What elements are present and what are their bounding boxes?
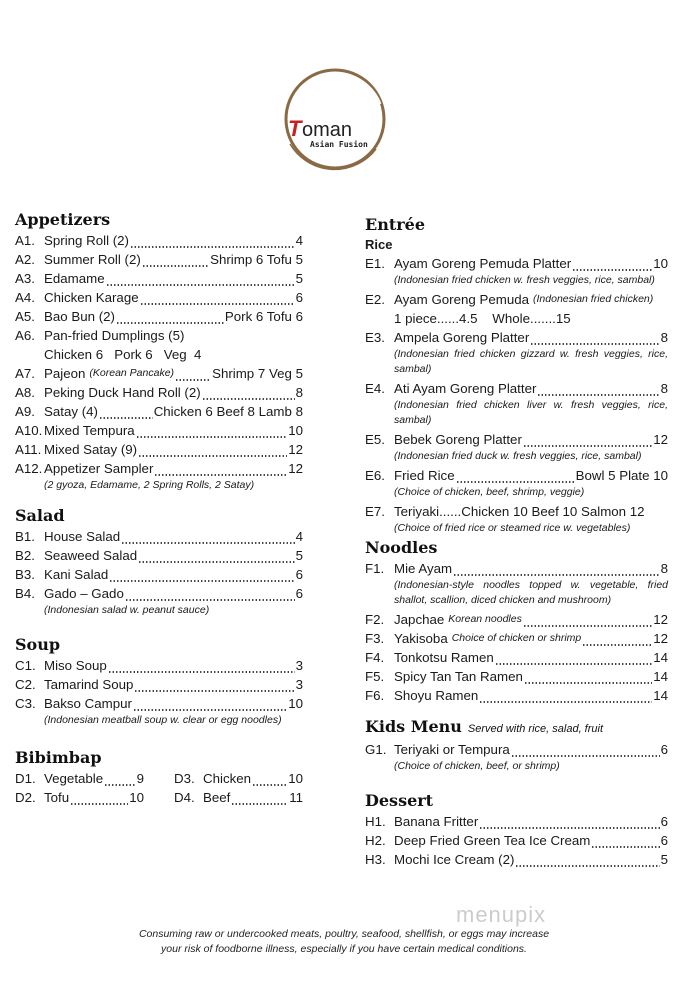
item-name: Appetizer Sampler (44, 461, 154, 476)
item-price: 10 (288, 771, 303, 786)
menu-item (15, 546, 303, 565)
menu-section (365, 537, 668, 705)
menu-item (15, 656, 303, 675)
menu-item-row (15, 788, 144, 807)
dot-leader (252, 769, 287, 788)
menu-item-row (15, 459, 303, 478)
item-description: (Indonesian fried duck w. fresh veggies, rice, sambal) (394, 450, 642, 462)
menu-item-row (15, 769, 144, 788)
dot-leader (175, 364, 211, 383)
dot-leader (138, 546, 294, 565)
item-note: (Indonesian fried chicken) (533, 293, 654, 305)
item-code: E4. (365, 381, 385, 396)
item-name: Chicken (203, 771, 252, 786)
item-name: Mie Ayam (394, 561, 453, 576)
menu-item-row (15, 546, 303, 565)
item-code: E5. (365, 432, 385, 447)
menu-item (15, 459, 303, 493)
item-name: Fried Rice (394, 468, 455, 483)
item-description: (Indonesian fried chicken liver w. fresh veggies, rice, sambal) (394, 399, 668, 426)
item-price: 5 (295, 271, 303, 286)
menu-item (365, 379, 668, 428)
item-code: F6. (365, 688, 385, 703)
item-name: Bao Bun (2) (44, 309, 115, 324)
item-code: A11. (15, 442, 42, 457)
item-code: F2. (365, 612, 385, 627)
item-description: (Choice of fried rice or steamed rice w. vegetables) (394, 522, 631, 534)
menu-item (15, 250, 303, 269)
item-code: A4. (15, 290, 35, 305)
menu-item-row (365, 629, 668, 648)
menu-item-row (15, 527, 303, 546)
dot-leader (136, 421, 288, 440)
menu-item (15, 402, 303, 421)
item-price: 6 (295, 290, 303, 305)
dot-leader (530, 328, 659, 347)
item-code: E7. (365, 504, 385, 519)
menu-item-row (15, 288, 303, 307)
menu-item-row (15, 326, 303, 345)
menu-item (15, 565, 303, 584)
item-price: Shrimp 6 Tofu 5 (210, 252, 303, 267)
dot-leader (134, 675, 294, 694)
menu-item-row (15, 675, 303, 694)
item-description: (Indonesian-style noodles topped w. vegetable, fried shallot, scallion, diced chicken and mushroom) (394, 579, 668, 606)
section-heading (365, 790, 668, 812)
menu-item-row (15, 584, 303, 603)
item-price: 8 (660, 381, 668, 396)
item-options: 1 piece......4.5 Whole.......15 (394, 311, 571, 326)
dot-leader (154, 459, 287, 478)
menu-item (365, 850, 668, 869)
logo-name: oman (302, 119, 353, 141)
menu-item (365, 667, 668, 686)
item-description: (Indonesian salad w. peanut sauce) (44, 604, 210, 616)
item-name: Seaweed Salad (44, 548, 138, 563)
section-title: Noodles (365, 538, 438, 557)
item-note: Choice of chicken or shrimp (451, 632, 582, 644)
item-code: B1. (15, 529, 35, 544)
menu-section (15, 209, 303, 495)
menu-item-row (365, 466, 668, 485)
menu-section (365, 790, 668, 869)
item-code: B3. (15, 567, 35, 582)
item-code: D1. (15, 771, 36, 786)
item-name: Teriyaki......Chicken 10 Beef 10 Salmon 12 (394, 504, 645, 519)
item-price: Pork 6 Tofu 6 (224, 309, 303, 324)
item-name: Satay (4) (44, 404, 98, 419)
item-code: H2. (365, 833, 386, 848)
dot-leader (116, 307, 224, 326)
item-description: (Choice of chicken, beef, shrimp, veggie) (394, 486, 585, 498)
item-name: Tofu (44, 790, 70, 805)
item-name: Summer Roll (2) (44, 252, 141, 267)
menu-item (15, 383, 303, 402)
section-title: Salad (15, 506, 65, 525)
item-code: B2. (15, 548, 35, 563)
section-heading (15, 747, 303, 769)
item-code: H3. (365, 852, 386, 867)
menu-item (15, 675, 303, 694)
dot-leader (523, 430, 652, 449)
section-title: Dessert (365, 791, 434, 810)
item-price: 6 (295, 586, 303, 601)
item-name: Kani Salad (44, 567, 109, 582)
item-code: F4. (365, 650, 385, 665)
menu-item (365, 629, 668, 648)
item-price: 10 (129, 790, 144, 805)
dot-leader (202, 383, 295, 402)
item-price: 6 (295, 567, 303, 582)
menu-item (365, 740, 668, 774)
dot-leader (142, 250, 209, 269)
menu-item-row (365, 610, 668, 629)
item-code: A9. (15, 404, 35, 419)
menu-item-row (15, 307, 303, 326)
item-price: 10 (288, 696, 303, 711)
section-subtitle: Rice (365, 237, 393, 252)
menu-item-row (15, 694, 303, 713)
item-price: 8 (660, 330, 668, 345)
menu-item-row (365, 559, 668, 578)
watermark: menupix (456, 902, 547, 927)
item-description: (2 gyoza, Edamame, 2 Spring Rolls, 2 Satay) (44, 479, 255, 491)
item-name: Shoyu Ramen (394, 688, 479, 703)
menu-item-row (365, 502, 668, 521)
item-name: Mixed Satay (9) (44, 442, 138, 457)
item-code: E3. (365, 330, 385, 345)
item-name: Yakisoba (394, 631, 448, 646)
menu-item (365, 254, 668, 288)
item-price: 6 (660, 742, 668, 757)
item-name: Edamame (44, 271, 105, 286)
menu-item (365, 610, 668, 629)
item-price: 8 (295, 385, 303, 400)
item-code: G1. (365, 742, 387, 757)
dot-leader (125, 584, 295, 603)
dot-leader (582, 629, 652, 648)
menu-section (365, 716, 668, 776)
menu-item-row (365, 254, 668, 273)
section-title: Kids Menu (365, 717, 462, 736)
menu-item (174, 788, 303, 807)
item-name: Ampela Goreng Platter (394, 330, 530, 345)
dot-leader (456, 466, 575, 485)
item-options: Chicken 6 Pork 6 Veg 4 (44, 347, 202, 362)
item-code: A3. (15, 271, 35, 286)
menu-section (15, 747, 303, 807)
menu-item-row (365, 812, 668, 831)
dot-leader (104, 769, 135, 788)
section-note: Served with rice, salad, fruit (467, 723, 604, 735)
item-price: Bowl 5 Plate 10 (575, 468, 668, 483)
menu-item (15, 231, 303, 250)
menu-item-row (15, 440, 303, 459)
item-code: C1. (15, 658, 36, 673)
item-price: 12 (288, 461, 303, 476)
right-column (365, 0, 668, 880)
item-description: (Indonesian fried chicken gizzard w. fresh veggies, rice, sambal) (394, 348, 668, 375)
menu-item-row (365, 850, 668, 869)
item-code: D3. (174, 771, 195, 786)
item-price: 14 (653, 688, 668, 703)
menu-item (365, 559, 668, 608)
item-price: 10 (288, 423, 303, 438)
item-price: 12 (653, 432, 668, 447)
item-description: (Indonesian fried chicken w. fresh veggies, rice, sambal) (394, 274, 655, 286)
menu-item-row (15, 421, 303, 440)
item-price: 14 (653, 669, 668, 684)
item-name: Pan-fried Dumplings (5) (44, 328, 185, 343)
item-code: A1. (15, 233, 35, 248)
menu-item (174, 769, 303, 788)
dot-leader (109, 565, 294, 584)
menu-item-row (365, 831, 668, 850)
menu-item-row (365, 667, 668, 686)
menu-item-row (365, 430, 668, 449)
section-heading (15, 634, 303, 656)
item-name: Spicy Tan Tan Ramen (394, 669, 523, 684)
menu-item-row (365, 740, 668, 759)
dot-leader (70, 788, 128, 807)
item-code: E1. (365, 256, 385, 271)
item-price: 5 (295, 548, 303, 563)
menu-section (15, 634, 303, 730)
item-note: Korean noodles (448, 613, 522, 625)
item-price: 5 (660, 852, 668, 867)
dot-leader (453, 559, 659, 578)
menu-item-row (365, 328, 668, 347)
item-price: Chicken 6 Beef 8 Lamb 8 (153, 404, 303, 419)
item-code: A12. (15, 461, 43, 476)
dot-leader (524, 667, 652, 686)
item-code: C2. (15, 677, 36, 692)
menu-item (365, 812, 668, 831)
item-code: D4. (174, 790, 195, 805)
menu-item-row (15, 231, 303, 250)
menu-item (15, 269, 303, 288)
menu-item-row (174, 769, 303, 788)
menu-item-row (15, 656, 303, 675)
item-code: C3. (15, 696, 36, 711)
item-name: Ati Ayam Goreng Platter (394, 381, 537, 396)
item-code: F3. (365, 631, 385, 646)
item-name: Chicken Karage (44, 290, 139, 305)
item-price: 12 (653, 631, 668, 646)
menu-item (15, 440, 303, 459)
dot-leader (99, 402, 153, 421)
dot-leader (515, 850, 659, 869)
item-code: B4. (15, 586, 35, 601)
dot-leader (108, 656, 295, 675)
item-price: 3 (295, 658, 303, 673)
item-code: E2. (365, 292, 385, 307)
item-code: F5. (365, 669, 385, 684)
dot-leader (138, 440, 287, 459)
menu-item (15, 307, 303, 326)
item-name: Mixed Tempura (44, 423, 135, 438)
menu-item-row (15, 383, 303, 402)
item-price: 6 (660, 814, 668, 829)
menu-item (15, 694, 303, 728)
item-name: Ayam Goreng Pemuda Platter (394, 256, 572, 271)
menu-item-row (15, 565, 303, 584)
menu-item (365, 831, 668, 850)
menu-item-row (365, 290, 668, 309)
item-price: 12 (288, 442, 303, 457)
menu-item (15, 788, 144, 807)
menu-item-row (15, 364, 303, 383)
dot-leader (495, 648, 652, 667)
item-price: 12 (653, 612, 668, 627)
menu-item (365, 466, 668, 500)
item-name: Beef (203, 790, 231, 805)
logo-tagline: Asian Fusion (310, 140, 368, 149)
item-code: A7. (15, 366, 35, 381)
item-name: Miso Soup (44, 658, 107, 673)
logo-initial: T (288, 116, 302, 141)
dot-leader (523, 610, 652, 629)
item-price: 3 (295, 677, 303, 692)
section-title: Bibimbap (15, 748, 102, 767)
item-price: 8 (660, 561, 668, 576)
dot-leader (121, 527, 294, 546)
dot-leader (572, 254, 652, 273)
item-code: A2. (15, 252, 35, 267)
dot-leader (479, 812, 659, 831)
menu-item (15, 326, 303, 364)
item-name: Bakso Campur (44, 696, 132, 711)
menu-item-row (15, 250, 303, 269)
item-code: A8. (15, 385, 35, 400)
dot-leader (140, 288, 295, 307)
menu-section (365, 214, 668, 538)
menu-item (365, 686, 668, 705)
item-price: 10 (653, 256, 668, 271)
item-name: Japchae (394, 612, 445, 627)
dot-leader (133, 694, 287, 713)
menu-item-row (15, 269, 303, 288)
dot-leader (591, 831, 659, 850)
section-heading (365, 537, 668, 559)
dot-leader (130, 231, 295, 250)
menu-item (15, 769, 144, 788)
left-column (15, 0, 303, 880)
item-name: Pajeon (44, 366, 86, 381)
menu-item (15, 584, 303, 618)
item-price: 11 (289, 790, 303, 805)
section-heading (365, 716, 668, 740)
item-code: A10. (15, 423, 43, 438)
item-code: F1. (365, 561, 385, 576)
section-title: Soup (15, 635, 61, 654)
menu-item-row (365, 648, 668, 667)
item-code: A5. (15, 309, 35, 324)
section-title: Appetizers (15, 210, 111, 229)
menu-item-row (365, 379, 668, 398)
menu-item-row (174, 788, 303, 807)
item-name: Teriyaki or Tempura (394, 742, 510, 757)
item-name: Peking Duck Hand Roll (2) (44, 385, 201, 400)
item-price: 4 (295, 233, 303, 248)
item-name: House Salad (44, 529, 121, 544)
item-name: Banana Fritter (394, 814, 479, 829)
item-name: Tonkotsu Ramen (394, 650, 494, 665)
disclaimer (0, 927, 688, 957)
menu-item (365, 430, 668, 464)
menu-item (15, 288, 303, 307)
menu-section (15, 505, 303, 620)
item-name: Deep Fried Green Tea Ice Cream (394, 833, 591, 848)
item-name: Mochi Ice Cream (2) (394, 852, 515, 867)
section-heading (15, 505, 303, 527)
menu-item (15, 421, 303, 440)
section-title: Entrée (365, 215, 426, 234)
item-price: Shrimp 7 Veg 5 (212, 366, 303, 381)
item-code: A6. (15, 328, 35, 343)
menu-item-row (365, 686, 668, 705)
dot-leader (511, 740, 660, 759)
item-price: 4 (295, 529, 303, 544)
disclaimer-line-2: your risk of foodborne illness, especially if you have certain medical conditions. (161, 943, 527, 955)
item-name: Tamarind Soup (44, 677, 134, 692)
item-name: Vegetable (44, 771, 104, 786)
dot-leader (479, 686, 652, 705)
menu-item (365, 502, 668, 536)
item-price: 9 (136, 771, 144, 786)
item-code: E6. (365, 468, 385, 483)
menu-item (15, 527, 303, 546)
item-price: 6 (660, 833, 668, 848)
item-code: D2. (15, 790, 36, 805)
dot-leader (106, 269, 295, 288)
item-name: Bebek Goreng Platter (394, 432, 522, 447)
menu-item-row (15, 402, 303, 421)
item-description: (Indonesian meatball soup w. clear or egg noodles) (44, 714, 282, 726)
menu-item (365, 290, 668, 328)
section-heading (365, 214, 668, 236)
item-description: (Choice of chicken, beef, or shrimp) (394, 760, 560, 772)
item-code: H1. (365, 814, 386, 829)
item-note: (Korean Pancake) (89, 367, 175, 379)
item-name: Ayam Goreng Pemuda (394, 292, 530, 307)
item-name: Spring Roll (2) (44, 233, 129, 248)
menu-item (365, 648, 668, 667)
item-name: Gado – Gado (44, 586, 124, 601)
disclaimer-line-1: Consuming raw or undercooked meats, poultry, seafood, shellfish, or eggs may increase (138, 928, 550, 940)
dot-leader (537, 379, 659, 398)
menu-item (15, 364, 303, 383)
menu-item (365, 328, 668, 377)
item-price: 14 (653, 650, 668, 665)
menu-grid (15, 769, 303, 807)
section-heading (15, 209, 303, 231)
dot-leader (231, 788, 288, 807)
